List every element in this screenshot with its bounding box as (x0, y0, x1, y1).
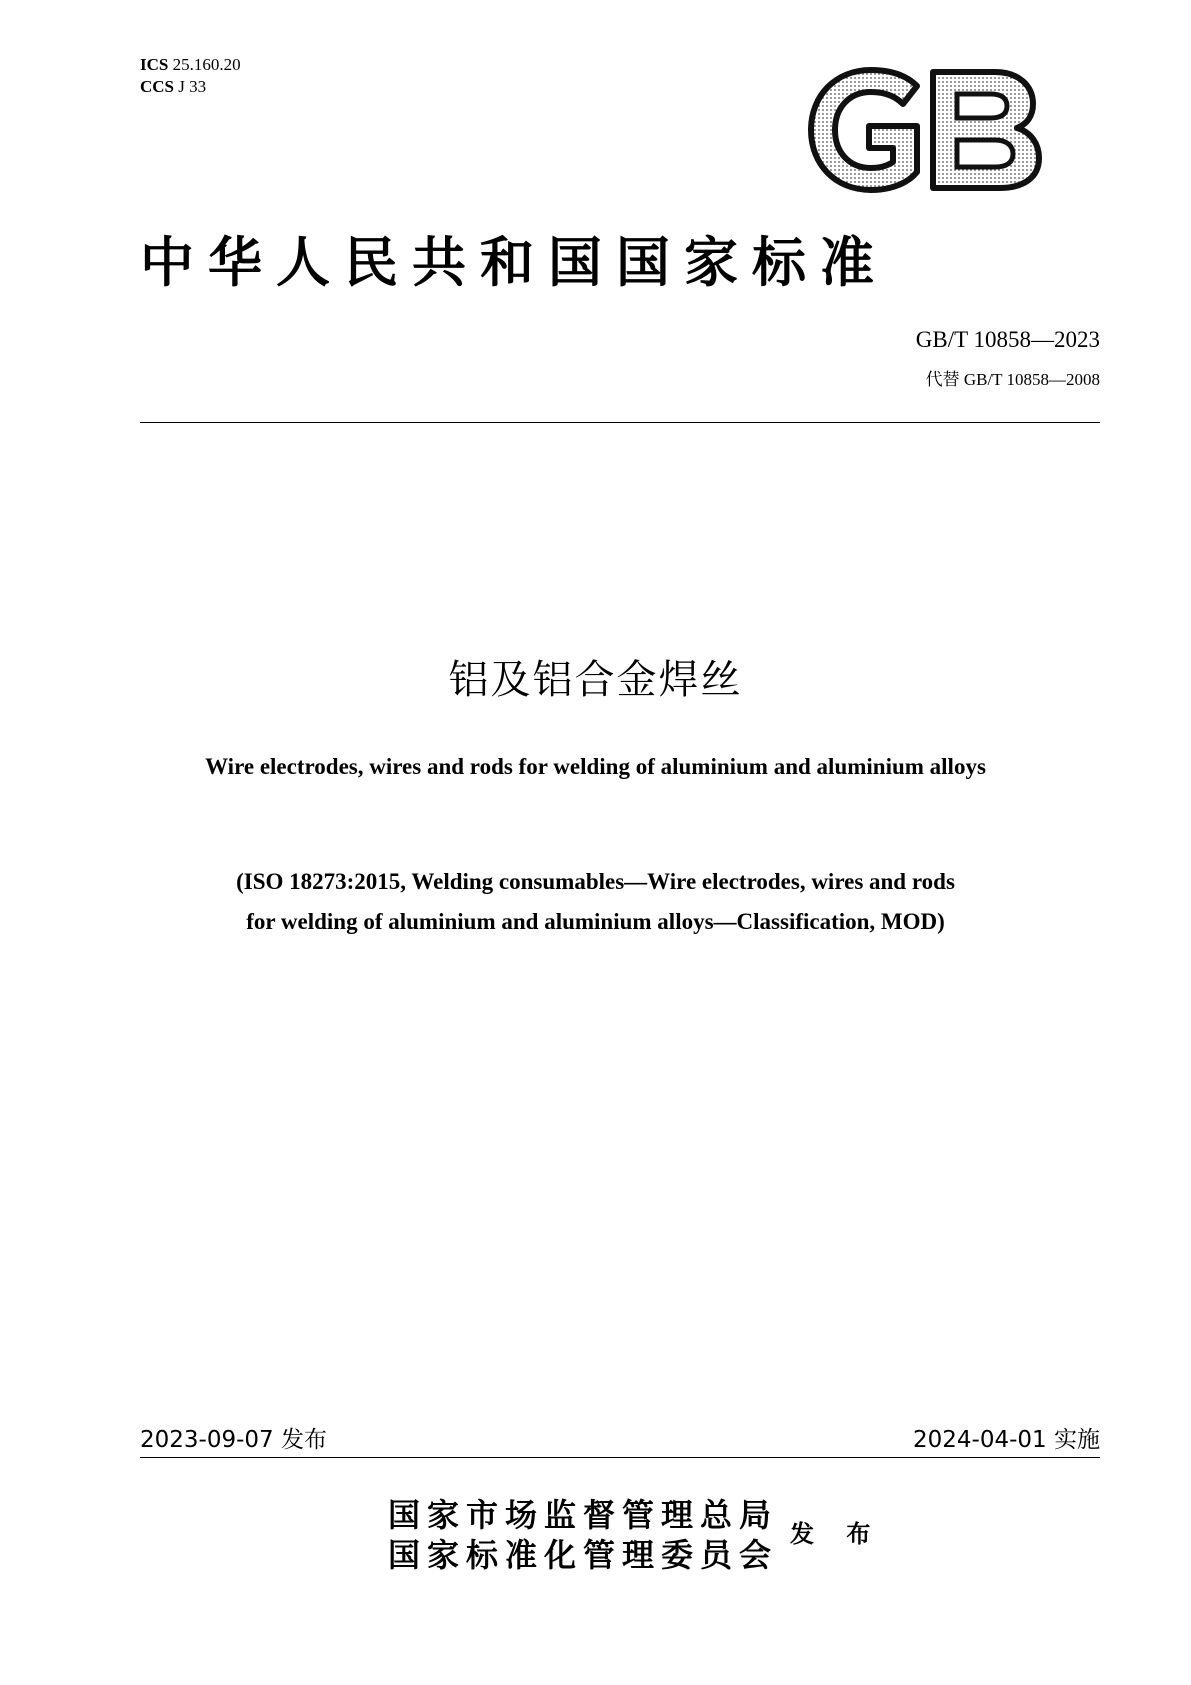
ics-label: ICS (140, 55, 169, 74)
svg-text:GB: GB (805, 53, 830, 72)
ccs-value: J 33 (178, 77, 207, 96)
iso-reference (0, 862, 1191, 942)
chinese-title: 铝及铝合金焊丝 (448, 657, 743, 703)
issue-date: 2023-09-07 发布 (140, 1427, 327, 1453)
bottom-divider (140, 1457, 1100, 1458)
publish-label: 发 布 (790, 1520, 883, 1548)
gb-logo-graphic (805, 53, 1041, 192)
standard-number: GB/T 10858—2023 (915, 327, 1100, 352)
gb-logo (805, 53, 1041, 192)
ics-code (140, 54, 241, 76)
ics-value: 25.160.20 (172, 55, 241, 74)
publisher-2: 国家标准化管理委员会 (388, 1536, 779, 1574)
classification-codes (140, 54, 241, 98)
effective-date: 2024-04-01 实施 (913, 1427, 1100, 1453)
ccs-label: CCS (140, 77, 175, 96)
publishers (388, 1495, 778, 1575)
ccs-code (140, 76, 241, 98)
english-title: Wire electrodes, wires and rods for welding of aluminium and aluminium alloys (205, 754, 986, 779)
publisher-1: 国家市场监督管理总局 (388, 1496, 779, 1534)
national-standard-title: 中华人民共和国国家标准 (140, 231, 888, 294)
iso-reference-line-1: (ISO 18273:2015, Welding consumables—Wire electrodes, wires and rods (236, 869, 955, 894)
replaces-standard: 代替 GB/T 10858—2008 (925, 370, 1100, 389)
iso-reference-line-2: for welding of aluminium and aluminium alloys—Classification, MOD) (246, 909, 945, 934)
top-divider (140, 422, 1100, 423)
